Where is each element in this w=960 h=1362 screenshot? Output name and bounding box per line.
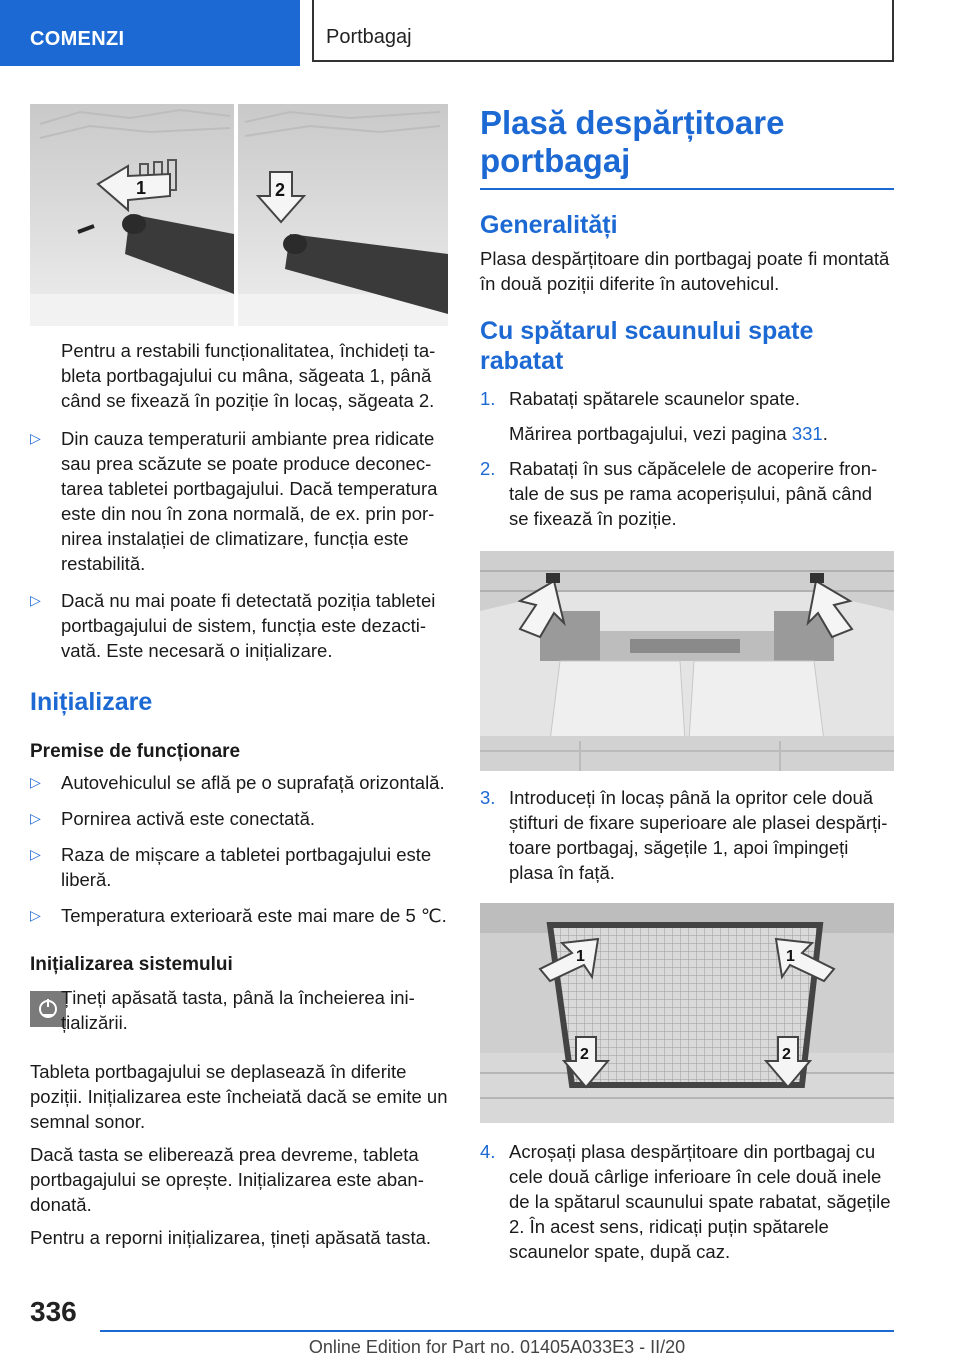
folded-seat-heading: Cu spătarul scaunului spate rabatat (480, 317, 814, 375)
arrow-label-1: 1 (576, 948, 585, 965)
list-item: 2. Rabatați în sus căpăcelele de acoperire frontale de sus pe rama acoperișului, până când se fixează în poziție. (480, 458, 878, 529)
paragraph: Dacă tasta se eliberează prea devreme, tableta portbagajului se oprește. Inițializarea este abandonată. (30, 1144, 424, 1215)
chapter-label: COMENZI (30, 28, 125, 50)
bullet-arrow-icon: ▷ (30, 592, 41, 608)
init-heading: Inițializare (30, 688, 153, 716)
bullet-arrow-icon: ▷ (30, 846, 41, 862)
list-item: ▷ Din cauza temperaturii ambiante prea ridicate sau prea scăzute se poate produce deconectarea tabletei portbagajului. Dacă temperatura este din nou în zona normală, de ex. prin pornirea instalației de climatizare, funcția este restabilită. (30, 428, 438, 574)
bullet-arrow-icon: ▷ (30, 430, 41, 446)
button-instruction-row (30, 985, 448, 1039)
list-item: 1. Rabatați spătarele scaunelor spate. (480, 388, 801, 409)
premise-heading: Premise de funcționare (30, 741, 241, 762)
step-number: 2. (480, 458, 496, 479)
page-number: 336 (30, 1296, 77, 1327)
trunk-shelf-illustration (30, 104, 448, 326)
arrow-label-1: 1 (786, 948, 795, 965)
list-item: ▷ Temperatura exterioară este mai mare de 5 ℃. (30, 905, 447, 926)
partition-net-illustration (480, 903, 894, 1123)
page-link[interactable]: 331 (791, 423, 823, 444)
list-item: ▷ Pornirea activă este conectată. (30, 808, 316, 829)
page-title: Plasă despărțitoare portbagaj (480, 104, 785, 179)
button-instruction-text: Țineți apăsată tasta, până la încheierea inițializării. (61, 987, 415, 1033)
list-item: 3. Introduceți în locaș până la opritor cele două știfturi de fixare superioare ale plasei despărțitoare portbagaj, săgețile 1, apoi împingeți plasa în față. (480, 787, 888, 883)
bullet-arrow-icon: ▷ (30, 907, 41, 923)
paragraph: Tableta portbagajului se deplasează în diferite poziții. Inițializarea este încheiată dacă se emite un semnal sonor. (30, 1061, 448, 1132)
right-column (480, 104, 894, 1264)
paragraph: Pentru a reporni inițializarea, țineți apăsată tasta. (30, 1227, 432, 1248)
roof-covers-photo (480, 551, 894, 771)
header-section-box (312, 0, 894, 62)
roof-covers-illustration (480, 551, 894, 771)
step-number: 4. (480, 1141, 496, 1162)
step-number: 3. (480, 787, 496, 808)
step-number: 1. (480, 388, 496, 409)
arrow-label-2: 2 (782, 1046, 791, 1063)
list-item: 4. Acroșați plasa despărțitoare din portbagaj cu cele două cârlige inferioare în cele două inele de la spătarul scaunului spate rabatat, săgețile 2. În acest sens, ridicați puțin spătarele scaunelor spate, după caz. (480, 1141, 891, 1262)
arrow-label-1: 1 (136, 178, 147, 198)
partition-net-photo (480, 903, 894, 1123)
step1-note: Mărirea portbagajului, vezi pagina 331. (509, 423, 828, 444)
header-chapter-tab[interactable] (0, 0, 300, 66)
left-column (30, 104, 448, 1250)
general-heading: Generalități (480, 211, 618, 239)
sys-init-heading: Inițializarea sistemului (30, 954, 233, 975)
list-item: ▷ Autovehiculul se află pe o suprafață orizontală. (30, 772, 445, 793)
list-item: ▷ Dacă nu mai poate fi detectată poziția tabletei portbagajului de sistem, funcția este dezactivată. Este necesară o inițializare. (30, 590, 436, 661)
bullet-arrow-icon: ▷ (30, 774, 41, 790)
restore-paragraph: Pentru a restabili funcționalitatea, închideți tableta portbagajului cu mâna, săgeata 1, până când se fixează în poziție în locaș, săgeata 2. (61, 340, 436, 411)
footer-rule (100, 1330, 894, 1332)
arrow-label-2: 2 (580, 1046, 589, 1063)
edition-text: Online Edition for Part no. 01405A033E3 - II/20 (308, 1337, 686, 1357)
trunk-shelf-photo (30, 104, 448, 326)
list-item: ▷ Raza de mișcare a tabletei portbagajului este liberă. (30, 844, 432, 890)
general-text: Plasa despărțitoare din portbagaj poate fi montată în două poziții diferite în autovehicul. (480, 248, 890, 294)
bullet-arrow-icon: ▷ (30, 810, 41, 826)
section-label: Portbagaj (326, 26, 412, 48)
arrow-label-2: 2 (275, 180, 286, 200)
